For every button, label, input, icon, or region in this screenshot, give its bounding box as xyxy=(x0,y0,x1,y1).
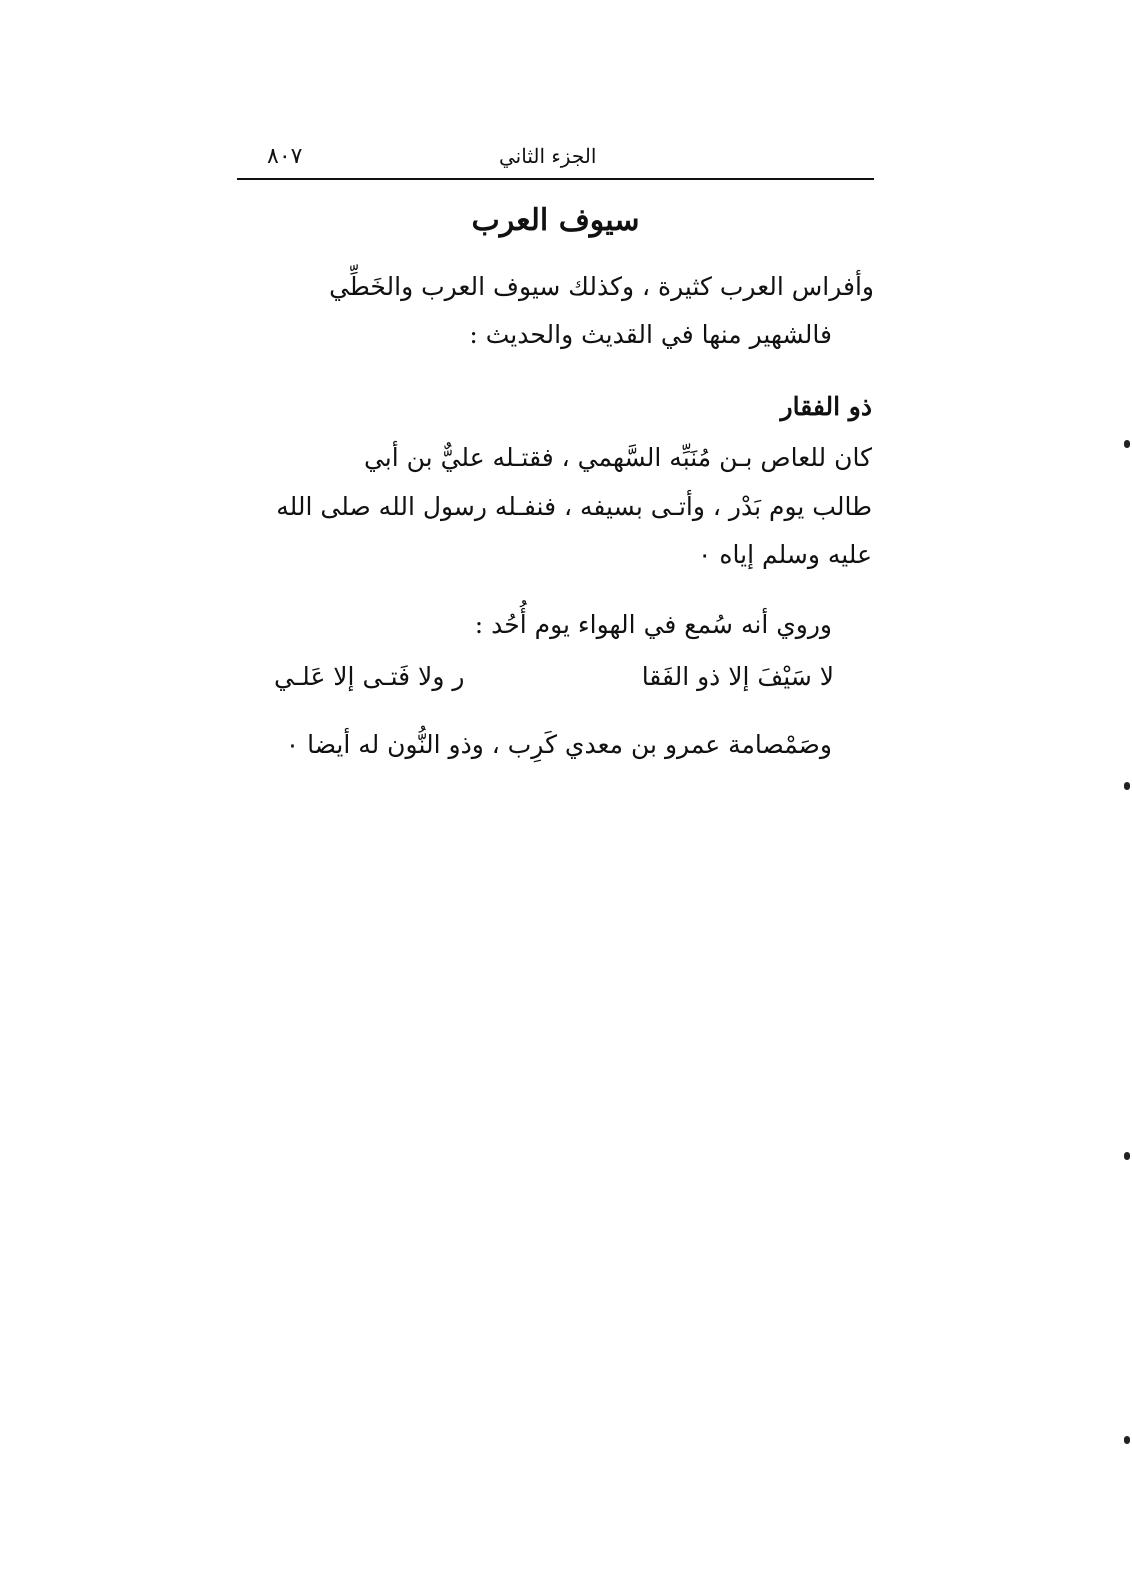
intro-line-1: وأفراس العرب كثيرة ، وكذلك سيوف العرب والخَطِّي xyxy=(329,272,874,301)
section-line-2: طالب يوم بَدْر ، وأتـى بسيفه ، فنفـله رسول الله صلى الله xyxy=(276,492,872,521)
margin-speck xyxy=(1124,440,1130,448)
narration-line: وروي أنه سُمع في الهواء يوم أُحُد : xyxy=(474,610,832,639)
verse xyxy=(274,662,834,702)
page-header xyxy=(237,142,874,180)
margin-speck xyxy=(1124,1152,1130,1160)
section-line-1: كان للعاص بـن مُنَبِّه السَّهمي ، فقتـله عليٌّ بن أبي xyxy=(363,443,872,472)
verse-second-hemistich: ر ولا فَتـى إلا عَلـي xyxy=(274,662,465,691)
section-line-3: عليه وسلم إياه ٠ xyxy=(698,540,872,569)
running-head: الجزء الثاني xyxy=(499,144,597,168)
verse-first-hemistich: لا سَيْفَ إلا ذو الفَقا xyxy=(641,662,834,691)
page-number: ٨٠٧ xyxy=(267,144,303,169)
section-heading: ذو الفقار xyxy=(780,392,872,421)
margin-speck xyxy=(1124,1436,1130,1444)
chapter-title: سيوف العرب xyxy=(471,203,640,238)
intro-line-2: فالشهير منها في القديث والحديث : xyxy=(469,320,832,349)
closing-line: وصَمْصامة عمرو بن معدي كَرِب ، وذو النُّون له أيضا ٠ xyxy=(285,730,832,759)
margin-speck xyxy=(1124,782,1130,790)
